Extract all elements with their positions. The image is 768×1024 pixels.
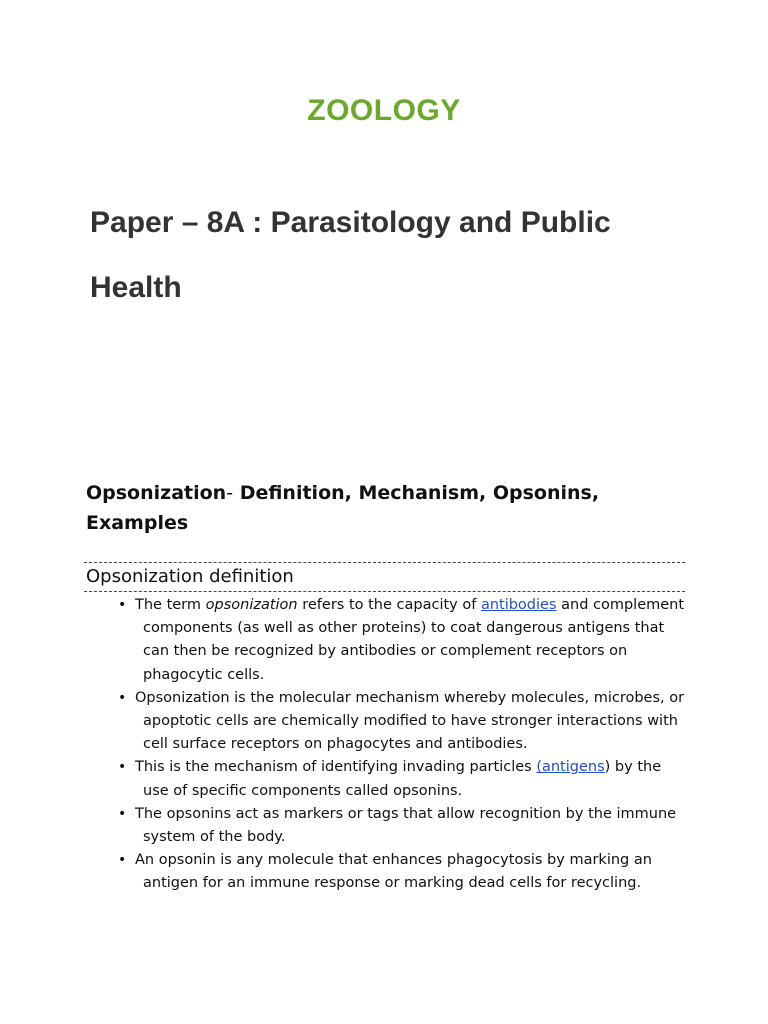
definition-list [118,594,688,896]
bullet-icon: • [118,597,127,613]
list-item [118,594,688,687]
subject-heading: ZOOLOGY [307,94,461,127]
list-item-text: refers to the capacity of [297,597,481,613]
list-item-text: The opsonins act as markers or tags that allow recognition by the immune system of the body. [135,805,677,846]
bullet-icon: • [118,689,127,706]
list-item-text: The term [135,597,206,613]
bullet-icon: • [118,759,127,776]
list-item-text: This is the mechanism of identifying invading particles [135,759,537,776]
antigens-link[interactable]: (antigens [536,759,605,776]
list-item-text: ) by the use of specific components called opsonins. [143,759,662,799]
article-title-rest: Definition, Mechanism, Opsonins, Examples [86,482,600,534]
paper-title: Paper – 8A : Parasitology and Public Health [90,206,611,304]
antibodies-link[interactable]: antibodies [480,597,557,613]
article-title-separator: - [226,482,234,504]
article-title-main: Opsonization [86,482,227,504]
emphasis-term: opsonization [205,597,298,613]
bullet-icon: • [118,805,127,822]
list-item-text: and complement components (as well as other proteins) to coat dangerous antigens that can then be recognized by antibodies or complement receptors on phagocytic cells. [143,597,685,683]
list-item [118,756,688,802]
section-heading: Opsonization definition [86,566,294,587]
list-item-text: Opsonization is the molecular mechanism whereby molecules, microbes, or apoptotic cells are chemically modified to have stronger interactions with cell surface receptors on phagocytes and antibodies. [135,689,685,753]
section-heading-box [84,562,685,592]
article-title [86,478,686,538]
bullet-icon: • [118,852,127,869]
list-item [118,687,688,757]
list-item-text: An opsonin is any molecule that enhances phagocytosis by marking an antigen for an immune response or marking dead cells for recycling. [135,852,652,892]
list-item [118,849,688,895]
list-item [118,803,688,849]
